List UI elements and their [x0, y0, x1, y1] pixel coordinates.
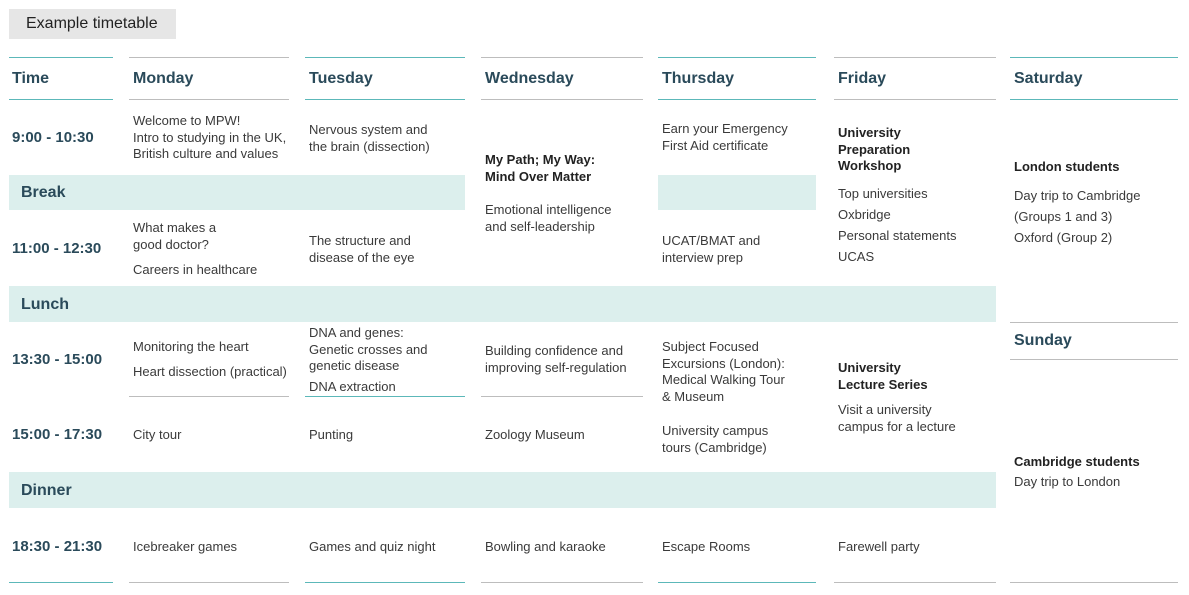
rule-tue-bottom: [305, 99, 465, 100]
wednesday-slot-4: Zoology Museum: [485, 427, 585, 442]
wednesday-slot-2-line: and self-leadership: [485, 218, 595, 234]
monday-slot-3-dissection: Heart dissection (practical): [133, 364, 287, 379]
rule-wed-slot3: [481, 396, 643, 397]
rule-mon-top: [129, 57, 289, 58]
header-wednesday: Wednesday: [485, 70, 574, 87]
friday-heading-line: Lecture Series: [838, 376, 928, 392]
break-band: [9, 175, 465, 210]
tuesday-slot-3: [309, 325, 428, 375]
rule-mon-end: [129, 582, 289, 583]
rule-wed-top: [481, 57, 643, 58]
friday-workshop-item: Oxbridge: [838, 207, 891, 222]
wednesday-slot-3: [485, 343, 627, 376]
monday-slot-1: [133, 113, 286, 163]
time-slot-4: 15:00 - 17:30: [12, 426, 103, 443]
rule-fri-bottom: [834, 99, 996, 100]
thursday-slot-1: [662, 121, 788, 154]
saturday-heading: London students: [1014, 159, 1120, 174]
header-thursday: Thursday: [662, 70, 735, 87]
thursday-slot-2-line: UCAT/BMAT and: [662, 233, 761, 248]
friday-slot-5: Farewell party: [838, 539, 920, 554]
break-band-thursday: [658, 175, 816, 210]
friday-workshop-item: Personal statements: [838, 228, 957, 243]
rule-wed-end: [481, 582, 643, 583]
monday-slot-2-line: What makes a: [133, 220, 217, 235]
time-slot-2: 11:00 - 12:30: [12, 240, 102, 257]
rule-thu-top: [658, 57, 816, 58]
rule-tue-end: [305, 582, 465, 583]
friday-workshop-item: Top universities: [838, 186, 928, 201]
thursday-slot-3-line: & Museum: [662, 388, 725, 404]
header-monday: Monday: [133, 70, 194, 87]
tuesday-slot-1: [309, 122, 430, 155]
rule-sat-end: [1010, 582, 1178, 583]
saturday-items: [1014, 185, 1140, 248]
thursday-slot-4: [662, 423, 768, 456]
saturday-item: Day trip to Cambridge: [1014, 188, 1141, 203]
monday-slot-1-line: British culture and values: [133, 146, 279, 161]
rule-sat-bottom: [1010, 99, 1178, 100]
rule-tue-slot3: [305, 396, 465, 397]
wednesday-heading-line: My Path; My Way:: [485, 152, 596, 167]
thursday-slot-3-line: Excursions (London):: [662, 355, 785, 371]
rule-time-top: [9, 57, 113, 58]
thursday-slot-1-line: First Aid certificate: [662, 137, 769, 153]
timetable-title: Example timetable: [9, 9, 176, 39]
friday-workshop-items: [838, 183, 957, 267]
wednesday-slot-5: Bowling and karaoke: [485, 539, 606, 554]
friday-heading-line: Workshop: [838, 158, 902, 173]
time-slot-1: 9:00 - 10:30: [12, 129, 94, 146]
break-label: Break: [21, 184, 66, 201]
thursday-slot-3-line: Medical Walking Tour: [662, 372, 785, 387]
dinner-band: [9, 472, 996, 508]
thursday-slot-2: [662, 233, 760, 266]
wednesday-slot-3-line: Building confidence and: [485, 343, 624, 358]
lunch-band: [9, 286, 996, 322]
monday-slot-2-line: good doctor?: [133, 236, 209, 252]
header-sunday: Sunday: [1014, 332, 1072, 349]
rule-tue-top: [305, 57, 465, 58]
tuesday-slot-3-line: genetic disease: [309, 358, 400, 373]
friday-slot-4: [838, 402, 956, 435]
wednesday-slot-2: [485, 202, 611, 235]
tuesday-slot-2: [309, 233, 415, 266]
monday-slot-2-careers: Careers in healthcare: [133, 262, 258, 277]
rule-sat-top: [1010, 57, 1178, 58]
tuesday-slot-4: Punting: [309, 427, 354, 442]
monday-slot-5: Icebreaker games: [133, 539, 238, 554]
tuesday-slot-5: Games and quiz night: [309, 539, 436, 554]
rule-mon-bottom: [129, 99, 289, 100]
header-friday: Friday: [838, 70, 887, 87]
header-saturday: Saturday: [1014, 70, 1083, 87]
rule-time-end: [9, 582, 113, 583]
thursday-slot-1-line: Earn your Emergency: [662, 121, 788, 136]
monday-slot-3-monitoring: Monitoring the heart: [133, 339, 249, 354]
tuesday-slot-2-line: The structure and: [309, 233, 411, 248]
tuesday-slot-3-line: Genetic crosses and: [309, 341, 428, 357]
header-time: Time: [12, 70, 50, 87]
rule-sun-bottom: [1010, 359, 1178, 360]
monday-slot-1-line: Intro to studying in the UK,: [133, 129, 287, 145]
rule-sun-top: [1010, 322, 1178, 323]
friday-heading-lecture-series: [838, 360, 928, 393]
thursday-slot-3-line: Subject Focused: [662, 339, 759, 354]
rule-mon-slot3: [129, 396, 289, 397]
time-slot-3: 13:30 - 15:00: [12, 351, 103, 368]
time-slot-5: 18:30 - 21:30: [12, 538, 103, 555]
rule-thu-bottom: [658, 99, 816, 100]
tuesday-slot-3-dna-extraction: DNA extraction: [309, 379, 396, 394]
wednesday-slot-3-line: improving self-regulation: [485, 359, 627, 375]
friday-heading-line: Preparation: [838, 141, 911, 157]
tuesday-slot-2-line: disease of the eye: [309, 249, 415, 265]
saturday-item: (Groups 1 and 3): [1014, 209, 1113, 224]
friday-slot-4-line: Visit a university: [838, 402, 932, 417]
sunday-item: Day trip to London: [1014, 474, 1121, 489]
thursday-slot-4-line: tours (Cambridge): [662, 439, 767, 455]
lunch-label: Lunch: [21, 296, 69, 313]
dinner-label: Dinner: [21, 482, 72, 499]
rule-fri-end: [834, 582, 996, 583]
rule-thu-end: [658, 582, 816, 583]
tuesday-slot-3-line: DNA and genes:: [309, 325, 404, 340]
thursday-slot-3: [662, 339, 785, 405]
rule-time-bottom: [9, 99, 113, 100]
friday-workshop-item: UCAS: [838, 249, 875, 264]
sunday-heading: Cambridge students: [1014, 454, 1140, 469]
thursday-slot-5: Escape Rooms: [662, 539, 751, 554]
friday-heading-workshop: [838, 125, 910, 175]
monday-slot-2: [133, 220, 216, 253]
thursday-slot-4-line: University campus: [662, 423, 769, 438]
rule-wed-bottom: [481, 99, 643, 100]
tuesday-slot-1-line: the brain (dissection): [309, 138, 430, 154]
wednesday-heading: [485, 152, 595, 185]
wednesday-heading-line: Mind Over Matter: [485, 168, 592, 184]
wednesday-slot-2-line: Emotional intelligence: [485, 202, 612, 217]
monday-slot-4: City tour: [133, 427, 182, 442]
rule-fri-top: [834, 57, 996, 58]
saturday-item: Oxford (Group 2): [1014, 230, 1113, 245]
friday-slot-4-line: campus for a lecture: [838, 418, 956, 434]
tuesday-slot-1-line: Nervous system and: [309, 122, 428, 137]
monday-slot-1-line: Welcome to MPW!: [133, 113, 241, 128]
friday-heading-line: University: [838, 125, 901, 140]
header-tuesday: Tuesday: [309, 70, 373, 87]
thursday-slot-2-line: interview prep: [662, 249, 743, 265]
friday-heading-line: University: [838, 360, 901, 375]
